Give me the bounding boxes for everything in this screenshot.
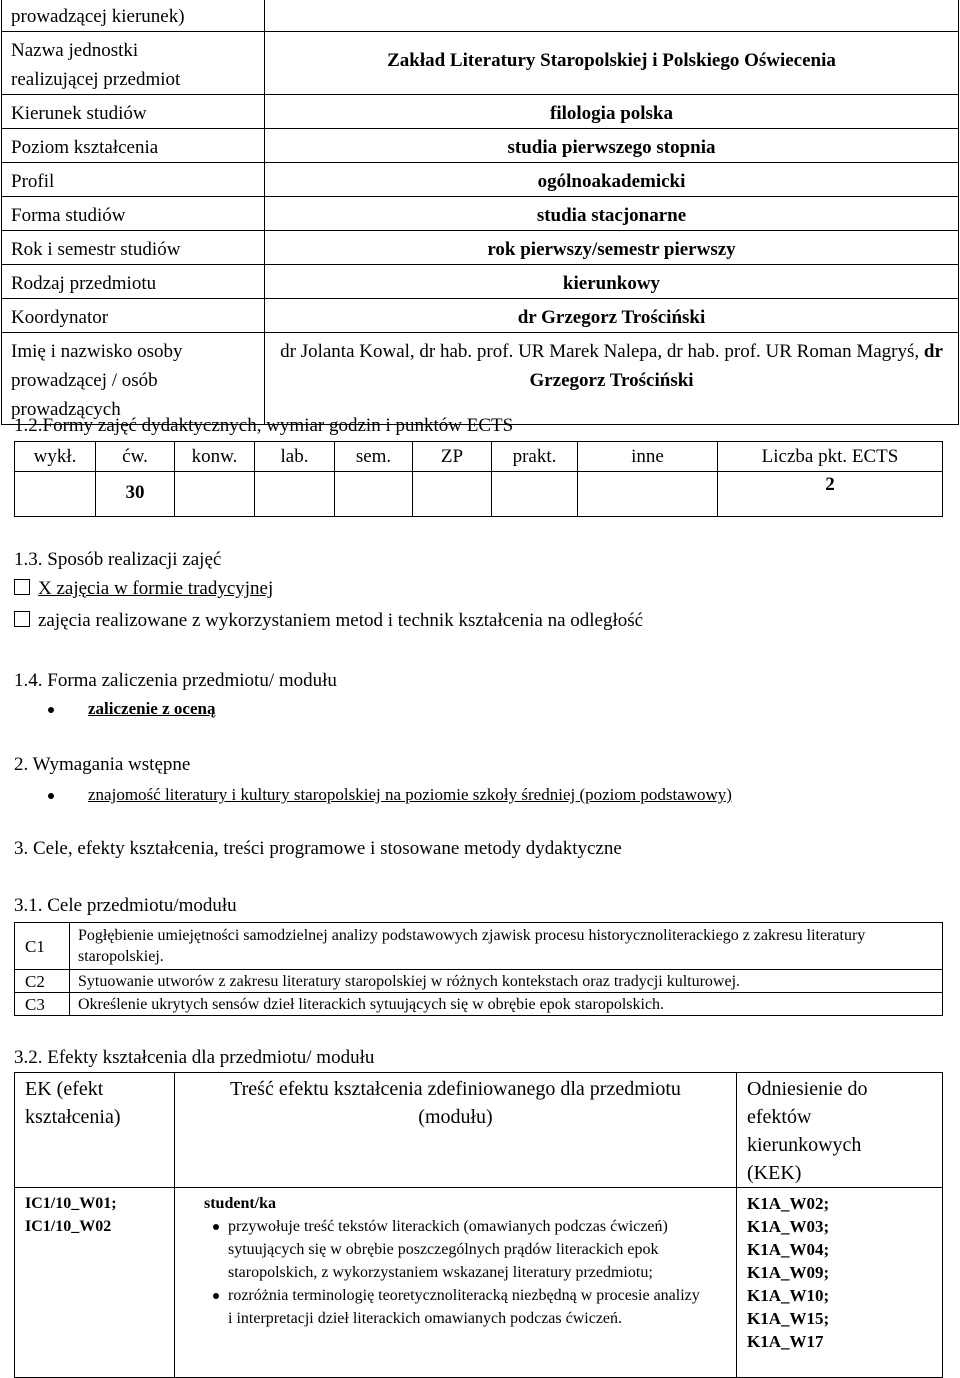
- goal-text: Sytuowanie utworów z zakresu literatury staropolskiej w różnych kontekstach oraz tradycji kulturowej.: [70, 970, 943, 993]
- ects-value: [335, 472, 413, 517]
- effect-item: rozróżnia terminologię teoretycznoliteracką niezbędną w procesie analizy i interpretacji dzieł literackich omawianych podczas ćwiczeń.: [228, 1284, 706, 1330]
- section-1-3-heading: 1.3. Sposób realizacji zajęć: [14, 549, 222, 570]
- info-row: [2, 231, 959, 265]
- goal-row: [15, 923, 943, 970]
- effect-item: przywołuje treść tekstów literackich (omawianych podczas ćwiczeń) sytuujących się w obrębie poszczególnych prądów literackich epok staropolskich, z wykorzystaniem wskazanej literatury przedmiotu;: [228, 1215, 706, 1284]
- info-label: Profil: [2, 163, 265, 197]
- info-value: rok pierwszy/semestr pierwszy: [265, 231, 959, 265]
- info-row: [2, 197, 959, 231]
- checkbox-icon[interactable]: [14, 611, 30, 627]
- info-label: Forma studiów: [2, 197, 265, 231]
- ects-col-header: prakt.: [492, 442, 578, 472]
- ects-value-row: [15, 472, 943, 517]
- assessment-item: [48, 699, 215, 719]
- info-label: Rodzaj przedmiotu: [2, 265, 265, 299]
- effects-header-row: [15, 1073, 943, 1188]
- info-label: Koordynator: [2, 299, 265, 333]
- info-label: Nazwa jednostki realizującej przedmiot: [2, 32, 265, 95]
- info-row: [2, 299, 959, 333]
- ects-value: [175, 472, 255, 517]
- goal-code: C1: [15, 923, 70, 970]
- goal-code: C3: [15, 993, 70, 1016]
- effects-row: [15, 1188, 943, 1378]
- checkbox-icon[interactable]: [14, 579, 30, 595]
- info-row: [2, 129, 959, 163]
- info-label: prowadzącej kierunek): [2, 0, 265, 32]
- goal-text: Pogłębienie umiejętności samodzielnej analizy podstawowych zjawisk procesu historycznoliterackiego z zakresu literatury staropolskiej.: [70, 923, 943, 970]
- ects-col-header: wykł.: [15, 442, 96, 472]
- info-value-bold: dr Grzegorz Trościński: [529, 341, 943, 391]
- section-3-1-heading: 3.1. Cele przedmiotu/modułu: [14, 895, 237, 916]
- ects-value: [413, 472, 492, 517]
- info-row: [2, 265, 959, 299]
- requirement-text: znajomość literatury i kultury staropolskiej na poziomie szkoły średniej (poziom podstawowy): [88, 785, 732, 804]
- info-row: [2, 32, 959, 95]
- info-row: [2, 95, 959, 129]
- ects-value: [492, 472, 578, 517]
- info-row: [2, 0, 959, 32]
- option-remote[interactable]: [14, 610, 643, 632]
- option-label: X zajęcia w formie tradycyjnej: [38, 578, 274, 599]
- info-value: studia stacjonarne: [265, 197, 959, 231]
- goal-code: C2: [15, 970, 70, 993]
- section-3-heading: 3. Cele, efekty kształcenia, treści programowe i stosowane metody dydaktyczne: [14, 838, 622, 859]
- section-3-2-heading: 3.2. Efekty kształcenia dla przedmiotu/ modułu: [14, 1047, 375, 1068]
- ects-value: [578, 472, 718, 517]
- info-label: Kierunek studiów: [2, 95, 265, 129]
- info-value: [265, 0, 959, 32]
- ects-col-header: ćw.: [96, 442, 175, 472]
- effect-subject: student/ka: [204, 1195, 277, 1212]
- kek-code: K1A_W15;: [747, 1309, 830, 1328]
- section-2-heading: 2. Wymagania wstępne: [14, 754, 191, 775]
- info-value: ogólnoakademicki: [265, 163, 959, 197]
- info-label: Poziom kształcenia: [2, 129, 265, 163]
- col-header-ek: EK (efekt kształcenia): [15, 1073, 175, 1188]
- info-value: studia pierwszego stopnia: [265, 129, 959, 163]
- ects-value: [15, 472, 96, 517]
- kek-codes: [737, 1188, 943, 1378]
- effects-table: [14, 1072, 943, 1378]
- assessment-text: zaliczenie z oceną: [88, 699, 216, 718]
- ects-col-header: lab.: [255, 442, 335, 472]
- goal-text: Określenie ukrytych sensów dzieł literackich sytuujących się w obrębie epok staropolskich.: [70, 993, 943, 1016]
- effect-list: [204, 1215, 706, 1330]
- info-label: Rok i semestr studiów: [2, 231, 265, 265]
- course-info-table: [1, 0, 959, 425]
- ects-col-header: Liczba pkt. ECTS: [718, 442, 943, 472]
- bullet-icon: [48, 707, 54, 713]
- goal-row: [15, 970, 943, 993]
- kek-code: K1A_W09;: [747, 1263, 830, 1282]
- col-header-content: Treść efektu kształcenia zdefiniowanego dla przedmiotu (modułu): [175, 1073, 737, 1188]
- info-value: filologia polska: [265, 95, 959, 129]
- ects-value: [255, 472, 335, 517]
- info-value: kierunkowy: [265, 265, 959, 299]
- ects-col-header: konw.: [175, 442, 255, 472]
- ek-code: IC1/10_W01;: [25, 1195, 117, 1212]
- col-header-kek: Odniesienie do efektów kierunkowych (KEK): [737, 1073, 943, 1188]
- requirement-item: [48, 785, 732, 805]
- kek-code: K1A_W17: [747, 1332, 824, 1351]
- info-label: Imię i nazwisko osoby prowadzącej / osób prowadzących: [2, 333, 265, 425]
- ects-value: 2: [718, 472, 943, 517]
- info-value: [265, 333, 959, 425]
- kek-code: K1A_W04;: [747, 1240, 830, 1259]
- ek-code: IC1/10_W02: [25, 1218, 112, 1235]
- section-1-4-heading: 1.4. Forma zaliczenia przedmiotu/ modułu: [14, 670, 337, 691]
- ek-codes: [15, 1188, 175, 1378]
- info-value: dr Grzegorz Trościński: [265, 299, 959, 333]
- info-value-plain: dr Jolanta Kowal, dr hab. prof. UR Marek Nalepa, dr hab. prof. UR Roman Magryś,: [280, 341, 920, 362]
- option-traditional[interactable]: [14, 578, 273, 600]
- section-1-2-heading: 1.2.Formy zajęć dydaktycznych, wymiar godzin i punktów ECTS: [14, 415, 514, 436]
- effect-content: [175, 1188, 737, 1378]
- goals-table: [14, 922, 943, 1016]
- ects-col-header: inne: [578, 442, 718, 472]
- ects-col-header: sem.: [335, 442, 413, 472]
- kek-code: K1A_W03;: [747, 1217, 830, 1236]
- ects-col-header: ZP: [413, 442, 492, 472]
- bullet-icon: [48, 793, 54, 799]
- ects-value: 30: [96, 472, 175, 517]
- info-row: [2, 163, 959, 197]
- option-label: zajęcia realizowane z wykorzystaniem metod i technik kształcenia na odległość: [38, 610, 644, 631]
- info-row: [2, 333, 959, 425]
- info-value: Zakład Literatury Staropolskiej i Polskiego Oświecenia: [265, 32, 959, 95]
- ects-header-row: [15, 442, 943, 472]
- kek-code: K1A_W02;: [747, 1194, 830, 1213]
- goal-row: [15, 993, 943, 1016]
- ects-table: [14, 441, 943, 517]
- kek-code: K1A_W10;: [747, 1286, 830, 1305]
